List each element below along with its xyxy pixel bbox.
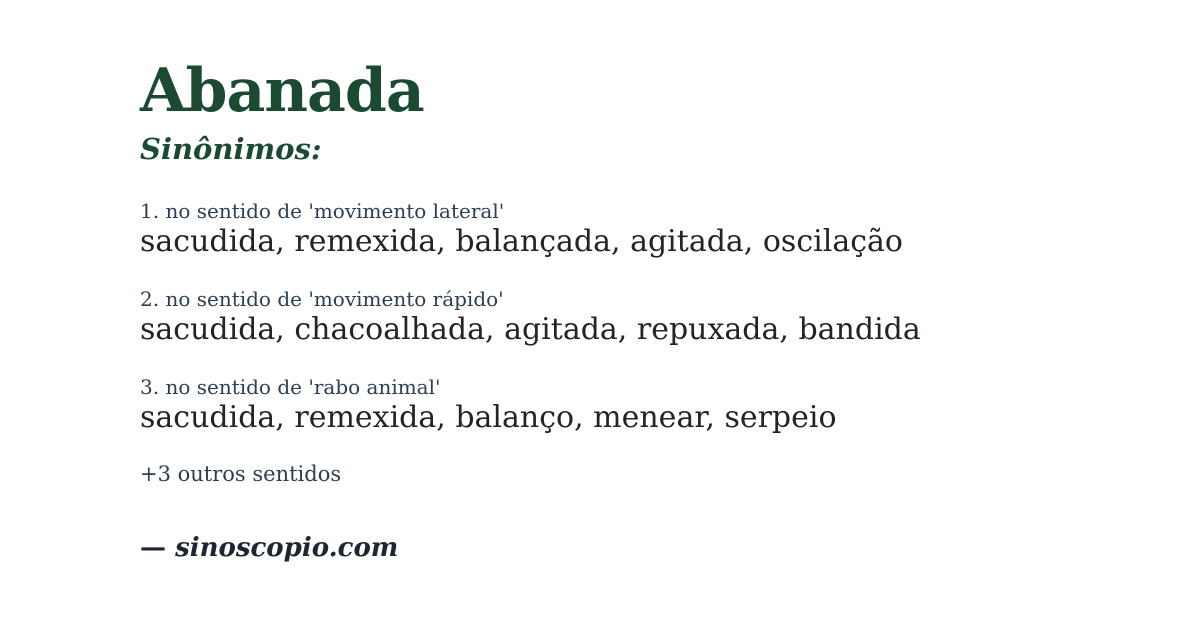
sense-3-label: 3. no sentido de 'rabo animal' <box>140 375 441 399</box>
sense-1-label: 1. no sentido de 'movimento lateral' <box>140 199 505 223</box>
sense-1-synonyms: sacudida, remexida, balançada, agitada, oscilação <box>140 224 903 259</box>
synonyms-heading: Sinônimos: <box>140 132 322 166</box>
more-senses-note: +3 outros sentidos <box>140 462 342 486</box>
attribution-source: sinoscopio.com <box>175 533 399 563</box>
attribution <box>140 533 398 564</box>
word-title: Abanada <box>140 56 424 126</box>
sense-3-synonyms: sacudida, remexida, balanço, menear, serpeio <box>140 400 837 435</box>
sense-2-label: 2. no sentido de 'movimento rápido' <box>140 287 504 311</box>
attribution-dash: — <box>140 533 166 563</box>
sense-2-synonyms: sacudida, chacoalhada, agitada, repuxada, bandida <box>140 312 921 347</box>
